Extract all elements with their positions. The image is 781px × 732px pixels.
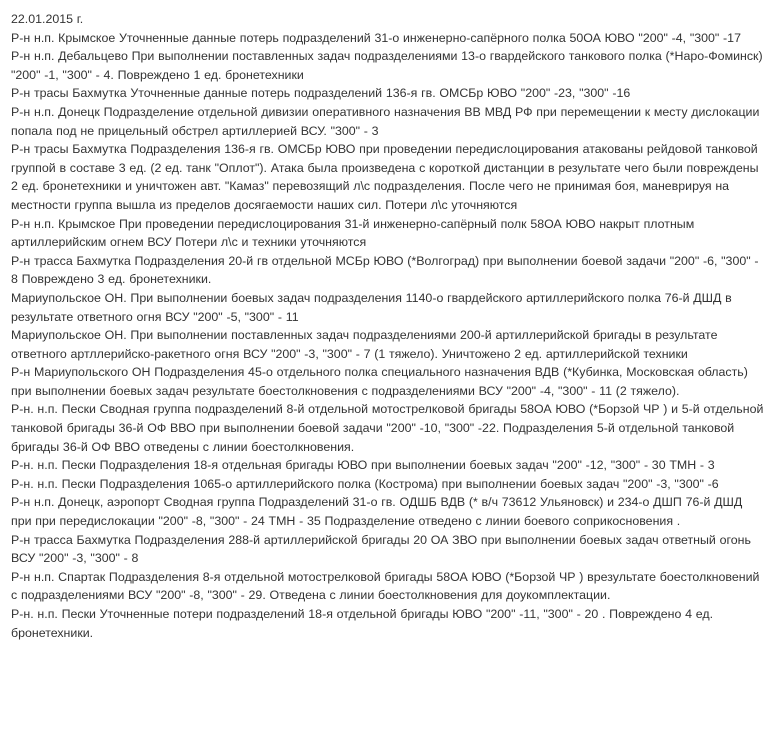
- report-entry: Р-н Мариупольского ОН Подразделения 45-о отдельного полка специального назначения ВДВ (*Кубинка, Московская область) при выполнении боевых задач результате боестолкновения с подразделениями ВСУ "200" -4, "300" - 11 (2 тяжело).: [11, 365, 748, 398]
- report-entry: Р-н трасса Бахмутка Подразделения 288-й артиллерийской бригады 20 ОА ЗВО при выполнении боевых задач ответный огонь ВСУ "200" -3, "300" - 8: [11, 532, 751, 566]
- report-entry: Мариупольское ОН. При выполнении поставленных задач подразделениями 200-й артиллерийской бригады в результате ответного артллерийско-ракетного огня ВСУ "200" -3, "300" - 7 (1 тяжело). Уничтожено 2 ед. артиллерийской техники: [11, 328, 718, 361]
- report-entry: Р-н н.п. Донецк, аэропорт Сводная группа Подразделений 31-о гв. ОДШБ ВДВ (* в/ч 73612 Ульяновск) и 234-о ДШП 76-й ДШД при при передислокации "200" -8, "300" - 24 ТМН - 35 Подразделение отведено с линии боевого соприкосновения .: [11, 495, 743, 529]
- report-entry: Р-н. н.п. Пески Сводная группа подразделений 8-й отдельной мотострелковой бригады 58ОА ЮВО (*Борзой ЧР ) и 5-й отдельной танковой бригады 36-й ОФ ВВО при выполнении боевой задачи "200" -10, "300" -22. Подразделения 5-й отдельной танковой бригады 36-й ОФ ВВО отведены с линии боестолкновения.: [11, 402, 764, 454]
- report-date: 22.01.2015 г.: [11, 12, 84, 26]
- report-entry: Р-н н.п. Спартак Подразделения 8-я отдельной мотострелковой бригады 58ОА ЮВО (*Борзой ЧР ) врезультате боестолкновений с подразделениями ВСУ "200" -8, "300" - 29. Отведена с линии боестолкновения для доукомплектации.: [11, 569, 760, 603]
- report-entry: Р-н н.п. Крымское Уточненные данные потерь подразделений 31-о инженерно-сапёрного полка 50ОА ЮВО "200" -4, "300" -17: [11, 30, 741, 45]
- report-document: [11, 10, 766, 642]
- report-entry: Мариупольское ОН. При выполнении боевых задач подразделения 1140-о гвардейского артиллерийского полка 76-й ДШД в результате ответного огня ВСУ "200" -5, "300" - 11: [11, 290, 732, 324]
- report-entry: Р-н н.п. Крымское При проведении передислоцирования 31-й инженерно-сапёрный полк 58ОА ЮВО накрыт плотным артиллерийским огнем ВСУ Потери л\с и техники уточняются: [11, 216, 695, 250]
- report-entry: Р-н н.п. Дебальцево При выполнении поставленных задач подразделениями 13-о гвардейского танкового полка (*Наро-Фоминск) "200" -1, "300" - 4. Повреждено 1 ед. бронетехники: [11, 49, 763, 82]
- report-entry: Р-н. н.п. Пески Подразделения 18-я отдельная бригады ЮВО при выполнении боевых задач "200" -12, "300" - 30 ТМН - 3: [11, 458, 715, 473]
- report-entry: Р-н. н.п. Пески Уточненные потери подразделений 18-я отдельной бригады ЮВО "200" -11, "300" - 20 . Повреждено 4 ед. бронетехники.: [11, 607, 714, 640]
- report-entry: Р-н трасы Бахмутка Подразделения 136-я гв. ОМСБр ЮВО при проведении передислоцирования атакованы рейдовой танковой группой в составе 3 ед. (2 ед. танк "Оплот"). Атака была произведена с короткой дистанции в результате чего были повреждены 2 ед. бронетехники и уничтожен авт. "Камаз" перевозящий л\с подразделения. После чего не принимая боя, маневрируя на местности группа вышла из пределов досягаемости наших сил. Потери л\с уточняются: [11, 142, 759, 212]
- report-entry: Р-н трасса Бахмутка Подразделения 20-й гв отдельной МСБр ЮВО (*Волгоград) при выполнении боевой задачи "200" -6, "300" - 8 Повреждено 3 ед. бронетехники.: [11, 253, 759, 287]
- report-entry: Р-н н.п. Донецк Подразделение отдельной дивизии оперативного назначения ВВ МВД РФ при перемещении к месту дислокации попала под не прицельный обстрел артиллерией ВСУ. "300" - 3: [11, 104, 760, 138]
- report-entry: Р-н. н.п. Пески Подразделения 1065-о артиллерийского полка (Кострома) при выполнении боевых задач "200" -3, "300" -6: [11, 476, 719, 491]
- report-entry: Р-н трасы Бахмутка Уточненные данные потерь подразделений 136-я гв. ОМСБр ЮВО "200" -23, "300" -16: [11, 86, 631, 101]
